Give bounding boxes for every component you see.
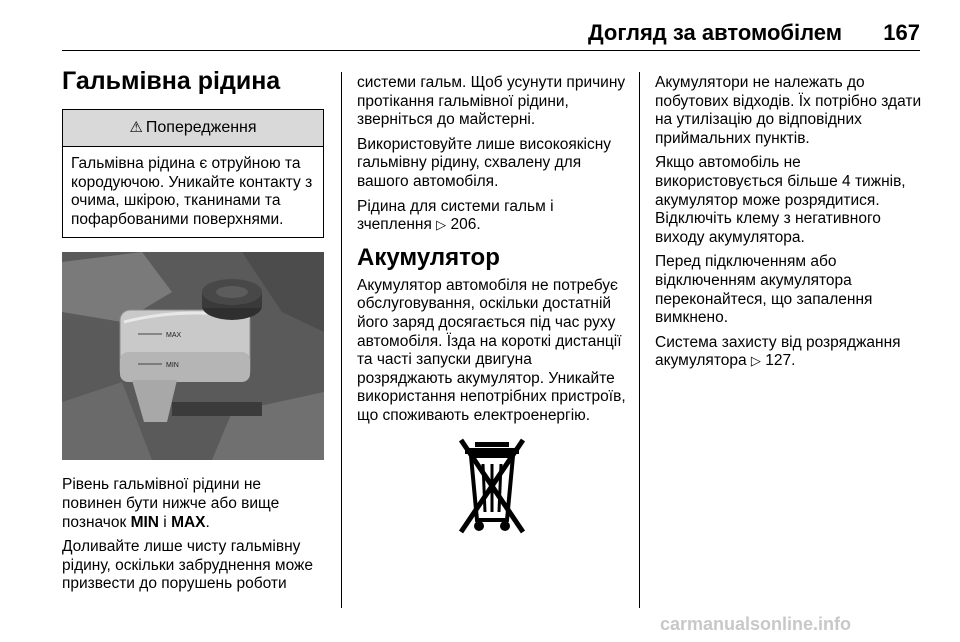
column-divider [341,72,342,608]
warning-header [63,110,323,147]
section-title: Гальмівна рідина [62,67,281,95]
brake-topup-paragraph: Доливайте лише чисту гальмівну рідину, оскільки забруднення може призвести до порушень роботи [62,538,314,593]
left-column [62,66,324,600]
header-title: Догляд за автомобілем [587,20,842,45]
warning-title: Попередження [145,119,257,136]
brake-leak-paragraph: системи гальм. Щоб усунути причину протікання гальмівної рідини, зверніться до майстерні. [357,74,626,129]
battery-ignition-paragraph: Перед підключенням або відключенням акумулятора переконайтеся, що запалення вимкнено. [655,253,873,327]
battery-paragraph: Акумулятор автомобіля не потребує обслуговування, оскільки достатній його заряд досягається під час руху автомобіля. Їзда на короткі дистанції та часті запуски двигуна розряджають акумулятор. Уникайте використання непотрібних пристроїв, що споживають електроенергію. [357,276,626,424]
battery-disposal-paragraph: Акумулятори не належать до побутових відходів. Їх потрібно здати на утилізацію до відповідних приймальних пунктів. [655,74,922,147]
warning-box [62,109,324,238]
brake-level-paragraph: Рівень гальмівної рідини не повинен бути нижче або вище позначок MIN і MAX. [62,476,280,531]
min-label: MIN [130,513,159,531]
page-number: 167 [883,20,920,45]
column-divider [639,72,640,608]
max-label: MAX [171,513,206,531]
photo-label-max: MAX [166,332,182,340]
brake-quality-paragraph: Використовуйте лише високоякісну гальмівну рідину, схвалену для вашого автомобіля. [357,135,612,190]
watermark: carmanualsonline.info [660,614,852,634]
page-reference[interactable]: 206. [450,216,481,234]
brake-reference-paragraph: Рідина для системи гальм і зчеплення ▷ 206. [357,197,554,234]
subsection-title: Акумулятор [357,243,500,271]
middle-column [357,74,627,536]
battery-protection-paragraph: Система захисту від розряджання акумулятора ▷ 127. [655,333,901,370]
photo-label-min: MIN [166,362,179,370]
ref-arrow-icon: ▷ [750,353,761,369]
page-header [62,14,920,51]
ref-arrow-icon: ▷ [436,217,447,233]
right-column [655,74,925,377]
brake-fluid-reservoir-photo [62,252,324,460]
battery-storage-paragraph: Якщо автомобіль не використовується більше 4 тижнів, акумулятор може розрядитися. Відключіть клему з негативного виходу акумулятора. [655,154,906,246]
warning-triangle-icon: ⚠ [129,119,143,136]
page-reference[interactable]: 127. [765,352,796,370]
crossed-bin-icon [457,436,527,536]
warning-text: Гальмівна рідина є отруйною та кородуючою. Уникайте контакту з очима, шкірою, тканинами та пофарбованими поверхнями. [71,155,313,228]
